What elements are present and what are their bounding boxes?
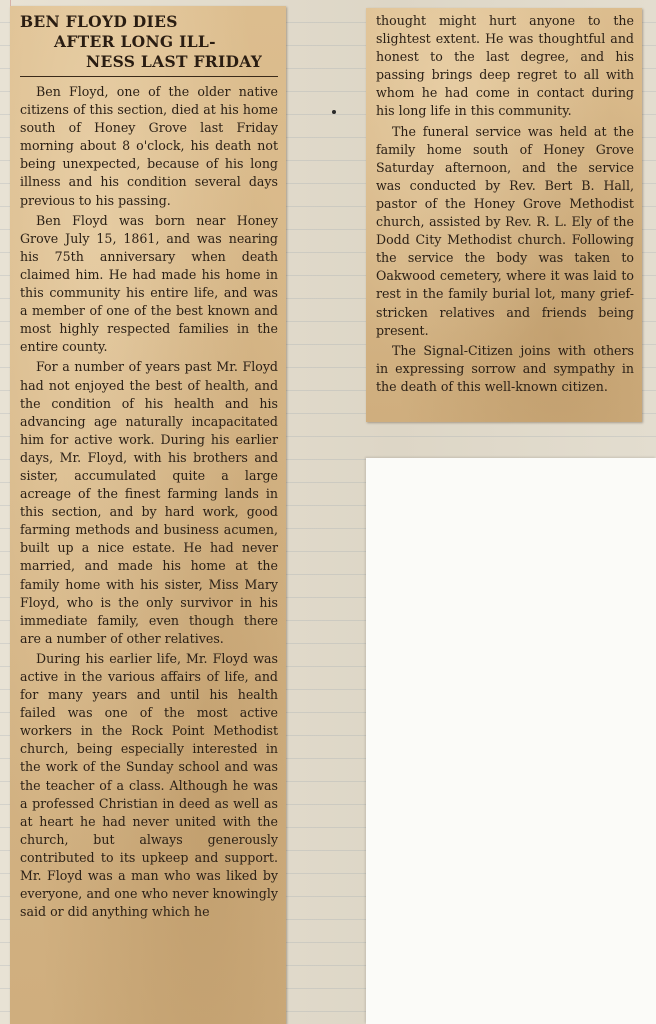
paragraph-death-notice: Ben Floyd, one of the older native citizens of this section, died at his home south of Honey Grove last Friday morning about 8 o'clock, his death not being unexpected, because of his long illness and his condition several days previous to his passing. xyxy=(20,84,278,208)
paragraph-health-and-estate: For a number of years past Mr. Floyd had not enjoyed the best of health, and the condition of his health and his advancing age naturally incapacitated him for active work. During his earlier days, Mr. Floyd, with his brothers and sister, accumulated quite a large acreage of the finest farming lands in this section, and by hard work, good farming methods and business acumen, built up a nice estate. He had never married, and made his home at the family home with his sister, Miss Mary Floyd, who is the only survivor in his immediate family, even though there are a number of other relatives. xyxy=(20,359,278,646)
ink-dot xyxy=(332,110,336,114)
newspaper-clipping-left xyxy=(10,6,286,1024)
blank-white-card xyxy=(366,458,656,1024)
paragraph-birth: Ben Floyd was born near Honey Grove July 15, 1861, and was nearing his 75th anniversary when death claimed him. He had made his home in this community his entire life, and was a member of one of the best known and most highly respected families in the entire county. xyxy=(20,212,278,355)
headline-line-3: NESS LAST FRIDAY xyxy=(86,52,263,71)
paragraph-church-life: During his earlier life, Mr. Floyd was active in the various affairs of life, and for many years and until his health failed was one of the most active workers in the Rock Point Methodist church, being especially interested in the work of the Sunday school and was the teacher of a class. Although he was a professed Christian in deed as well as at heart he had never united with the church, but always generously contributed to its upkeep and support. Mr. Floyd was a man who was liked by everyone, and one who never knowingly said or did anything which he xyxy=(20,650,278,920)
paragraph-funeral-service: The funeral service was held at the family home south of Honey Grove Saturday afternoon, and the service was conducted by Rev. Bert B. Hall, pastor of the Honey Grove Methodist church, assisted by Rev. R. L. Ely of the Dodd City Methodist church. Following the service the body was taken to Oakwood cemetery, where it was laid to rest in the family burial lot, many grief-stricken relatives and friends being present. xyxy=(376,123,634,338)
paragraph-condolence: The Signal-Citizen joins with others in expressing sorrow and sympathy in the death of this well-known citizen. xyxy=(376,342,634,394)
headline xyxy=(20,12,278,77)
paragraph-continuation: thought might hurt anyone to the slightest extent. He was thoughtful and honest to the last degree, and his passing brings deep regret to all with whom he had come in contact during his long life in this community. xyxy=(376,13,634,119)
headline-line-1: BEN FLOYD DIES xyxy=(20,12,178,31)
headline-line-2: AFTER LONG ILL- xyxy=(54,32,216,51)
newspaper-clipping-right xyxy=(366,8,642,422)
